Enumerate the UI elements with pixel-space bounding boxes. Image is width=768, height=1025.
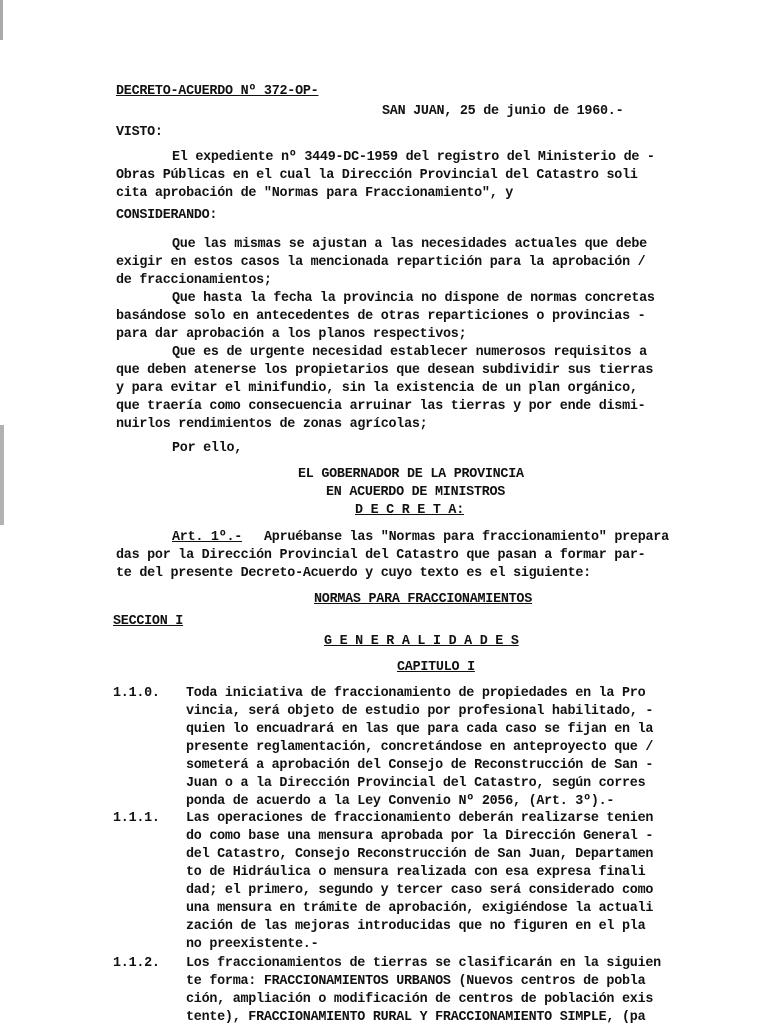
considerando-line: basándose solo en antecedentes de otras reparticiones o provincias -: [116, 309, 646, 324]
ministers-heading: EN ACUERDO DE MINISTROS: [326, 485, 506, 500]
considerando-line: para dar aprobación a los planos respectivos;: [116, 327, 467, 342]
scan-artifact-left-edge: [0, 425, 4, 525]
considerando-line: Que hasta la fecha la provincia no dispone de normas concretas: [172, 291, 655, 306]
visto-line: Obras Públicas en el cual la Dirección Provincial del Catastro soli: [116, 168, 638, 183]
item-line: ponda de acuerdo a la Ley Convenio Nº 2056, (Art. 3º).-: [186, 794, 615, 809]
item-line: do como base una mensura aprobada por la Dirección General -: [186, 829, 654, 844]
considerando-label: CONSIDERANDO:: [116, 208, 218, 223]
decree-title: DECRETO-ACUERDO Nº 372-OP-: [116, 84, 319, 99]
governor-heading: EL GOBERNADOR DE LA PROVINCIA: [298, 467, 524, 482]
visto-line: El expediente nº 3449-DC-1959 del registro del Ministerio de -: [172, 150, 655, 165]
item-line: dad; el primero, segundo y tercer caso será considerado como: [186, 883, 654, 898]
item-line: quien lo encuadrará en las que para cada caso se fijan en la: [186, 722, 654, 737]
item-line: una mensura en trámite de aprobación, exigiéndose la actuali: [186, 901, 654, 916]
considerando-line: que traería como consecuencia arruinar las tierras y por ende dismi-: [116, 399, 646, 414]
por-ello: Por ello,: [172, 441, 243, 456]
visto-line: cita aprobación de "Normas para Fraccionamiento", y: [116, 186, 514, 201]
considerando-line: de fraccionamientos;: [116, 273, 272, 288]
considerando-line: y para evitar el minifundio, sin la existencia de un plan orgánico,: [116, 381, 638, 396]
article-1-line: das por la Dirección Provincial del Catastro que pasan a formar par-: [116, 548, 646, 563]
item-line: vincia, será objeto de estudio por profesional habilitado, -: [186, 704, 654, 719]
article-1-label: Art. 1º.-: [172, 530, 243, 545]
article-1-line: te del presente Decreto-Acuerdo y cuyo texto es el siguiente:: [116, 566, 591, 581]
item-line: someterá a aprobación del Consejo de Reconstrucción de San -: [186, 758, 654, 773]
item-number: 1.1.1.: [113, 811, 160, 826]
considerando-line: exigir en estos casos la mencionada repartición para la aprobación /: [116, 255, 646, 270]
decreta-heading: D E C R E T A:: [355, 503, 464, 518]
item-line: to de Hidráulica o mensura realizada con esa expresa finali: [186, 865, 646, 880]
capitulo-heading: CAPITULO I: [397, 660, 475, 675]
item-line: presente reglamentación, concretándose en anteproyecto que /: [186, 740, 654, 755]
considerando-line: que deben atenerse los propietarios que desean subdividir sus tierras: [116, 363, 654, 378]
item-line: ción, ampliación o modificación de centros de población exis: [186, 992, 654, 1007]
scan-artifact-top-left: [0, 0, 3, 40]
place-date: SAN JUAN, 25 de junio de 1960.-: [382, 104, 624, 119]
item-line: zación de las mejoras introducidas que no figuren en el pla: [186, 919, 646, 934]
item-line: te forma: FRACCIONAMIENTOS URBANOS (Nuevos centros de pobla: [186, 974, 646, 989]
item-line: del Catastro, Consejo Reconstrucción de San Juan, Departamen: [186, 847, 654, 862]
seccion-heading: SECCION I: [113, 614, 184, 629]
item-line: Los fraccionamientos de tierras se clasificarán en la siguien: [186, 956, 661, 971]
item-number: 1.1.0.: [113, 686, 160, 701]
item-line: Toda iniciativa de fraccionamiento de propiedades en la Pro: [186, 686, 646, 701]
item-line: Juan o a la Dirección Provincial del Catastro, según corres: [186, 776, 646, 791]
item-number: 1.1.2.: [113, 956, 160, 971]
considerando-line: nuirlos rendimientos de zonas agrícolas;: [116, 417, 428, 432]
item-line: no preexistente.-: [186, 937, 319, 952]
generalidades-heading: G E N E R A L I D A D E S: [324, 634, 519, 649]
considerando-line: Que las mismas se ajustan a las necesidades actuales que debe: [172, 237, 647, 252]
considerando-line: Que es de urgente necesidad establecer numerosos requisitos a: [172, 345, 647, 360]
item-line: tente), FRACCIONAMIENTO RURAL Y FRACCIONAMIENTO SIMPLE, (pa: [186, 1010, 646, 1025]
article-1-line: Apruébanse las "Normas para fraccionamiento" prepara: [264, 530, 669, 545]
item-line: Las operaciones de fraccionamiento deberán realizarse tenien: [186, 811, 654, 826]
visto-label: VISTO:: [116, 125, 163, 140]
normas-title: NORMAS PARA FRACCIONAMIENTOS: [314, 592, 532, 607]
